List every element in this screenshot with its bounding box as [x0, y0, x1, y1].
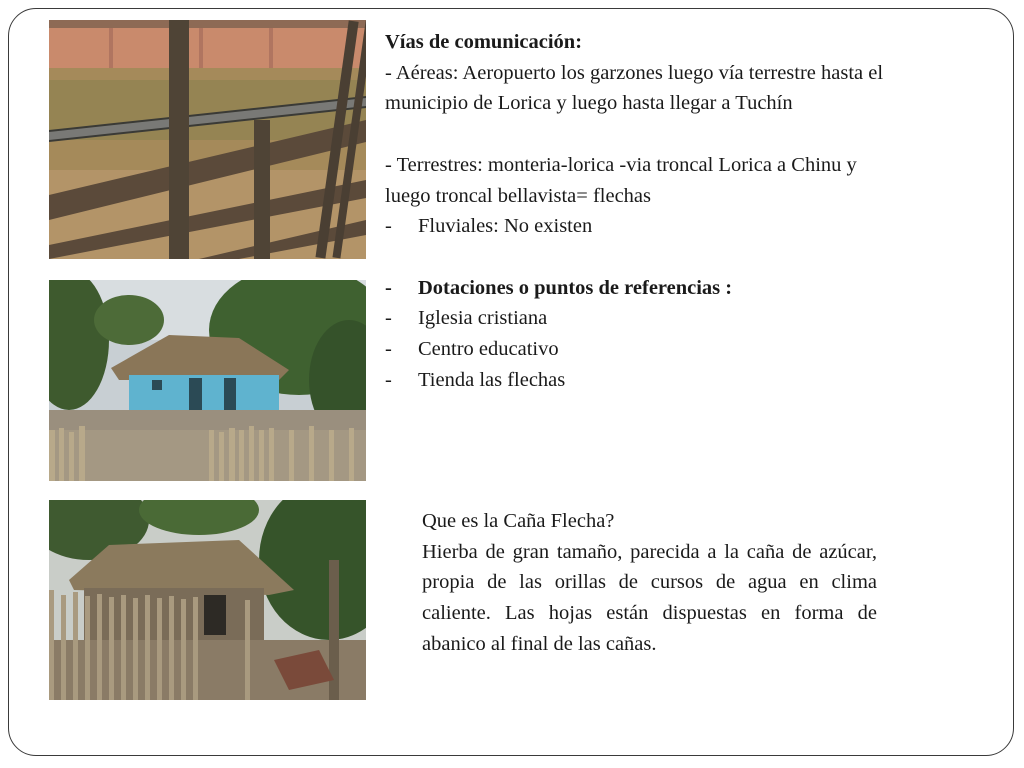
dotaciones-item — [385, 334, 895, 365]
cana-question: Que es la Caña Flecha? — [422, 510, 615, 532]
dash-bullet: - — [385, 338, 392, 360]
dash-bullet: - — [385, 368, 392, 391]
cana-flecha-section — [422, 506, 877, 660]
dotaciones-title: Dotaciones o puntos de referencias : — [418, 276, 733, 299]
aereas-text: - Aéreas: Aeropuerto los garzones luego vía terrestre hasta el municipio de Lorica y luego hasta llegar a Tuchín — [385, 61, 884, 115]
blue-house-photo — [49, 280, 366, 481]
vias-title: Vías de comunicación: — [385, 31, 583, 53]
fluviales-item — [385, 211, 895, 242]
thatched-hut-photo — [49, 500, 366, 700]
vias-comunicacion-section — [385, 27, 895, 395]
dotaciones-item — [385, 365, 895, 396]
dash-bullet: - — [385, 215, 392, 238]
terrestres-text: - Terrestres: monteria-lorica -via troncal Lorica a Chinu y luego troncal bellavista= flechas — [385, 153, 857, 207]
dotaciones-item — [385, 303, 895, 334]
dotaciones-item-label: Tienda las flechas — [418, 368, 566, 391]
fluviales-text: Fluviales: No existen — [418, 215, 593, 238]
cana-answer: Hierba de gran tamaño, parecida a la caña de azúcar, propia de las orillas de cursos de agua en clima caliente. Las hojas están dispuestas en forma de abanico al final de las cañas. — [422, 540, 877, 655]
dotaciones-heading — [385, 273, 895, 304]
dash-bullet: - — [385, 307, 392, 330]
dash-bullet: - — [385, 276, 392, 299]
fence-gate-photo — [49, 20, 366, 259]
dotaciones-item-label: Centro educativo — [418, 338, 559, 360]
dotaciones-item-label: Iglesia cristiana — [418, 307, 548, 330]
